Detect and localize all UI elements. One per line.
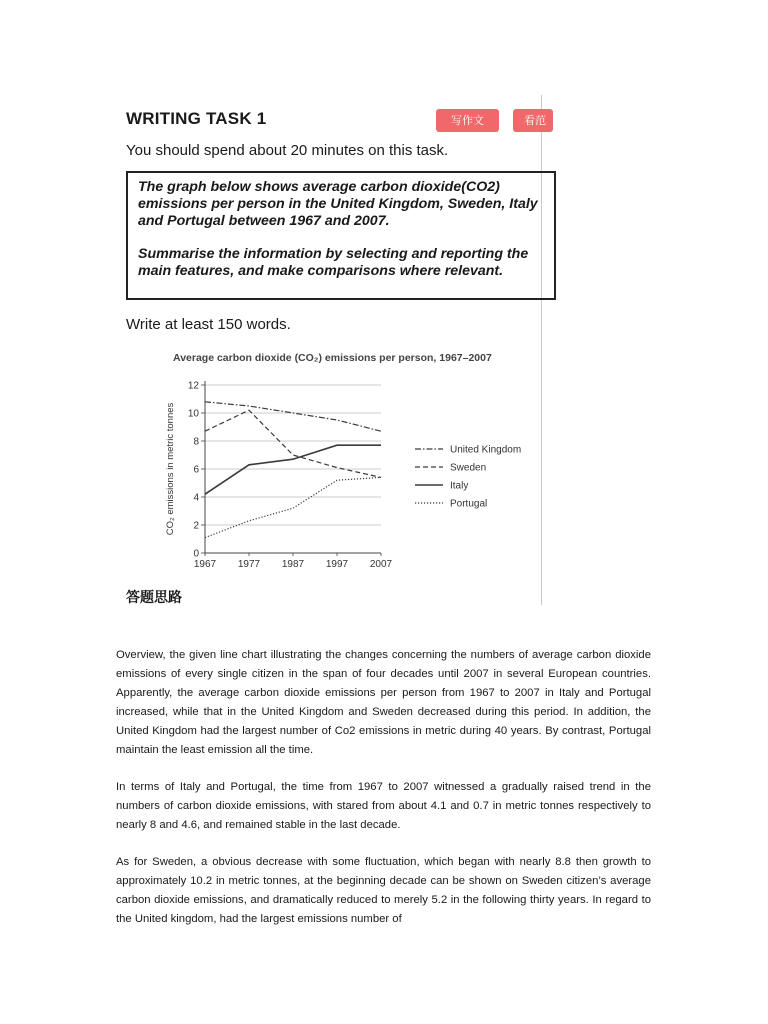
legend-label: Italy [450, 480, 469, 492]
x-tick-label: 1977 [237, 559, 261, 570]
y-tick-label: 2 [193, 520, 199, 532]
view-sample-button[interactable]: 看范 [513, 109, 553, 132]
series-line-italy [205, 445, 381, 494]
y-tick-label: 10 [187, 408, 199, 420]
chart-legend [415, 445, 521, 510]
x-tick-label: 2007 [369, 559, 393, 570]
x-axis-ticks [194, 553, 393, 570]
task-prompt-box [126, 171, 556, 300]
legend-label: Sweden [450, 462, 487, 474]
y-tick-label: 8 [193, 436, 199, 448]
y-tick-label: 6 [193, 464, 199, 476]
task-prompt-description: The graph below shows average carbon dioxide(CO2) emissions per person in the United Kingdom, Sweden, Italy and Portugal between 1967 and 2007. [138, 179, 538, 229]
chart-title: Average carbon dioxide (CO₂) emissions per person, 1967–2007 [173, 352, 492, 364]
y-tick-label: 0 [193, 548, 199, 560]
chart-series [205, 402, 381, 538]
series-line-sweden [205, 410, 381, 477]
x-tick-label: 1967 [193, 559, 217, 570]
chart-gridlines [205, 385, 381, 525]
series-line-portugal [205, 477, 381, 537]
y-axis-label: CO₂ emissions in metric tonnes [165, 402, 176, 536]
task-screenshot [117, 95, 546, 606]
legend-label: Portugal [450, 498, 488, 510]
time-note: You should spend about 20 minutes on this task. [126, 142, 449, 159]
y-axis-ticks [188, 381, 205, 560]
chart-axes [205, 381, 381, 553]
line-chart [163, 347, 541, 577]
essay-body [116, 646, 651, 947]
write-essay-button[interactable]: 写作文 [436, 109, 499, 132]
x-tick-label: 1997 [325, 559, 349, 570]
essay-paragraph-sweden-uk: As for Sweden, a obvious decrease with some fluctuation, which began with nearly 8.8 then growth to approximately 10.2 in metric tonnes, at the beginning decade can be shown on Sweden citizen’s average carbon dioxide emissions, and dramatically reduced to merely 5.2 in the following thirty years. In regard to the United kingdom, had the largest emissions number of [116, 856, 651, 925]
series-line-united-kingdom [205, 402, 381, 431]
section-heading: 答题思路 [126, 590, 182, 606]
legend-label: United Kingdom [450, 444, 522, 456]
x-tick-label: 1987 [281, 559, 305, 570]
essay-paragraph-overview: Overview, the given line chart illustrating the changes concerning the numbers of average carbon dioxide emissions of every single citizen in the span of four decades until 2007 in several European countries. Apparently, the average carbon dioxide emissions per person from 1967 to 2007 in Italy and Portugal increased, while that in the United Kingdom and Sweden decreased during this period. In addition, the United Kingdom had the largest number of Co2 emissions in metric during 40 years. By contrast, Portugal maintain the least emission all the time. [116, 649, 651, 756]
essay-paragraph-italy-portugal: In terms of Italy and Portugal, the time from 1967 to 2007 witnessed a gradually raised trend in the numbers of carbon dioxide emissions, with stared from about 4.1 and 0.7 in metric tonnes respectively to nearly 8 and 4.6, and remained stable in the last decade. [116, 780, 651, 831]
task-prompt-instruction: Summarise the information by selecting and reporting the main features, and make comparisons where relevant. [138, 246, 529, 279]
y-tick-label: 12 [187, 380, 199, 392]
task-title: WRITING TASK 1 [126, 109, 267, 128]
word-count-note: Write at least 150 words. [126, 316, 291, 333]
y-tick-label: 4 [193, 492, 199, 504]
